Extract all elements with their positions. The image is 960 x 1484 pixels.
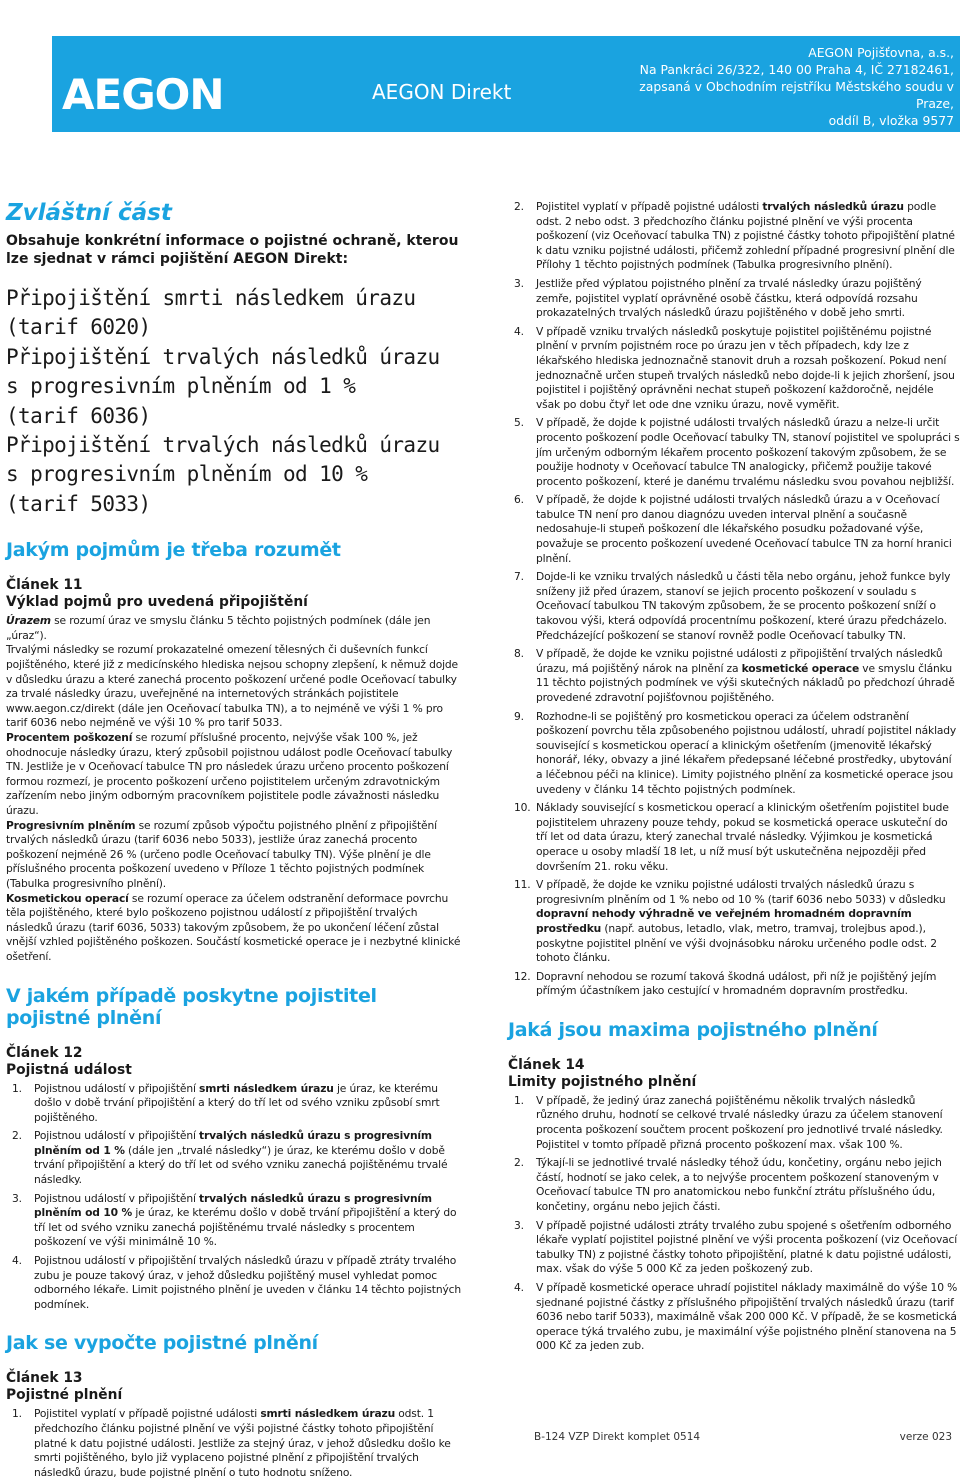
item-text (536, 1094, 960, 1152)
item-text-part: Pojistnou událostí v připojištění (34, 1081, 200, 1095)
article-number: Článek 14 (508, 1056, 585, 1073)
article-12-list (6, 1082, 462, 1313)
item-text (536, 416, 960, 489)
list-item (508, 325, 960, 413)
definition-trvale-nasledky: Trvalými následky se rozumí prokazatelné omezení tělesných či duševních funkcí pojištěného, které již z medicínského hlediska nejsou schopny zlepšení, k němuž dojde v důsledku úrazu a které zanechá procento poškození určené podle Oceňovací tabulky za trvalé následky úrazu, uveřejněné na internetových stránkách pojistitele www.aegon.cz/direkt (dále jen Oceňovací tabulka TN), a to nejméně ve výši 1 % pro tarif 6036 nebo nejméně ve výši 10 % pro tarif 5033. (6, 643, 458, 730)
item-text-part: Dopravní nehodou se rozumí taková škodná událost, při níž je pojištěný jejím přímým účastníkem jako cestující v hromadném dopravním prostředku. (536, 969, 937, 998)
list-item (6, 1082, 462, 1126)
item-text (536, 878, 960, 966)
definition-kosmeticka: Kosmetickou operací se rozumí operace za účelem odstranění deformace povrchu těla pojištěného, které bylo poškozeno pojistnou událostí z připojištění trvalých následků úrazu (tarif 6036, 5033) takovým způsobem, že po ukončení léčení zůstal vnější vzhled pojištěného poškozen. Součástí kosmetické operace je i nezbytné klinické ošetření. (6, 891, 461, 963)
item-text (34, 1254, 462, 1312)
company-info (614, 44, 954, 129)
article-13-list-continued (508, 200, 960, 999)
item-text-part: V případě, že dojde k pojistné události trvalých následků úrazu a v Oceňovací tabulce TN není pro danou diagnózu uveden interval plnění a současně nedosahuje-li stupeň poškození dle lékařského posudku požadované výše, považuje se procento poškození uvedené Oceňovací tabulce TN za horní hranici plnění. (536, 493, 952, 565)
item-text-bold: trvalých následků úrazu s progresivním plněním od 1 % (34, 1129, 432, 1157)
item-text-part: V případě, že dojde ke vzniku pojistné události z připojištění trvalých následků úrazu, má pojištěný nárok na plnění za (536, 647, 943, 675)
item-text (536, 801, 960, 874)
section-heading: Jaká jsou maxima pojistného plnění (508, 1018, 878, 1041)
product-name: AEGON Direkt (372, 80, 512, 104)
item-number: 6. (514, 493, 524, 507)
item-text-bold: smrti následkem úrazu (260, 1407, 396, 1421)
company-line: oddíl B, vložka 9577 (828, 113, 954, 128)
item-number: 10. (514, 801, 531, 815)
list-item (6, 1407, 462, 1480)
item-text-part: Týkají-li se jednotlivé trvalé následky téhož údu, končetiny, orgánu nebo jejich částí, hodnotí se jako celek, a to nejvýše procentem poškození stanoveným v Oceňovací tabulce TN pro anatomickou nebo funkční ztrátu příslušného údu, končetiny, orgánu nebo jejich části. (536, 1156, 942, 1214)
item-text-part: (např. autobus, letadlo, vlak, metro, tramvaj, trolejbus apod.), poskytne pojistitel plnění ve výši dvojnásobku nároku určeného podle odst. 2 tohoto článku. (536, 921, 937, 965)
list-item (6, 1254, 462, 1312)
article-13-list (6, 1407, 462, 1480)
item-text-part: V případě, že dojde ke vzniku pojistné události trvalých následků úrazu s progresivním plněním od 1 % nebo od 10 % (tarif 6036 nebo 5033) v důsledku (536, 878, 946, 906)
item-text-bold: smrti následkem úrazu (199, 1081, 334, 1095)
item-text (536, 1156, 960, 1214)
item-text (34, 1192, 462, 1250)
tarif-line: (tarif 5033) (6, 491, 151, 516)
item-text-part: (dále jen „trvalé následky“) je úraz, ke kterému došlo v době trvání připojištění a který do tří let od svého vzniku zanechá pojištěnému trvalé následky. (34, 1143, 448, 1187)
list-item (508, 1281, 960, 1354)
item-text (34, 1407, 462, 1480)
list-item (508, 647, 960, 705)
item-number: 3. (514, 1218, 524, 1232)
left-column (6, 200, 462, 1484)
company-line: Na Pankráci 26/322, 140 00 Praha 4, IČ 27182461, (639, 62, 954, 77)
item-text-part: je úraz, ke kterému došlo v době trvání připojištění a který do tří let od svého vzniku způsobí smrt pojištěného. (34, 1081, 440, 1124)
list-item (508, 416, 960, 489)
item-text (536, 277, 960, 321)
item-number: 1. (12, 1407, 22, 1421)
item-text-bold: kosmetické operace (741, 661, 860, 675)
item-text (536, 710, 960, 798)
list-item (508, 200, 960, 273)
item-text (536, 1281, 960, 1354)
item-text (536, 570, 960, 643)
item-number: 1. (514, 1093, 524, 1107)
article-title: Pojistná událost (6, 1061, 132, 1078)
item-number: 11. (514, 878, 531, 892)
item-number: 7. (514, 570, 524, 584)
item-number: 5. (514, 416, 524, 430)
item-text (34, 1129, 462, 1187)
item-number: 2. (514, 1156, 524, 1170)
item-text-part: Jestliže před výplatou pojistného plnění za trvalé následky úrazu pojištěný zemře, pojistitel vyplatí oprávněné osobě částku, která odpovídá rozsahu prokazatelných trvalých následků úrazu pojištěného v době jeho smrti. (536, 276, 922, 320)
section-heading: V jakém případě poskytne pojistitel pojistné plnění (6, 984, 377, 1029)
tarif-line: (tarif 6036) (6, 403, 151, 428)
definition-progresivni: Progresivním plněním se rozumí způsob výpočtu pojistného plnění z připojištění trvalých následků úrazu (tarif 6036 nebo 5033), jestliže úraz zanechá procento poškození nejméně 26 % (určeno podle Oceňovací tabulky TN). Výše plnění je dle příslušného procenta poškození uvedeno v Příloze 1 těchto pojistných podmínek (Tabulka progresivního plnění). (6, 818, 437, 890)
company-line: zapsaná v Obchodním rejstříku Městského soudu v Praze, (639, 79, 954, 111)
list-item (508, 570, 960, 643)
item-text-part: Pojistitel vyplatí v případě pojistné události (536, 200, 763, 213)
item-text-part: V případě, že dojde k pojistné události trvalých následků úrazu a nelze-li určit procento poškození podle Oceňovací tabulky TN, stanoví pojistitel ve spolupráci s jím určeným odborným lékařem procento poškození takovým způsobem, že se použije hodnoty v Oceňovací tabulce TN analogicky, přičemž použije takové procento poškození, které je danému trvalému následku svou povahou nejbližší. (536, 416, 960, 488)
aegon-logo: AEGON (62, 70, 224, 119)
item-number: 12. (514, 969, 531, 983)
article-number: Článek 11 (6, 577, 83, 594)
item-text-part: V případě vzniku trvalých následků poskytuje pojistitel pojištěnému pojistné plnění v prvním pojistném roce po úrazu jen v těch případech, kdy lze z lékařského hlediska jednoznačně stanovit druh a rozsah poškození. Pokud není jednoznačně určen stupeň trvalých následků nebo dojde-li k jejich zhoršení, jsou pojistitel i pojištěný oprávněni nechat stupeň poškození každoročně, nejdéle však po dobu čtyř let ode dne vzniku úrazu, nově vyměřit. (536, 324, 955, 411)
definition-uraz: Úrazem se rozumí úraz ve smyslu článku 5 těchto pojistných podmínek (dále jen „úraz“). (6, 614, 431, 642)
section-heading: Jak se vypočte pojistné plnění (6, 1332, 318, 1355)
tarif-line: Připojištění smrti následkem úrazu (6, 286, 416, 310)
item-text-bold: trvalých následků úrazu s progresivním plněním od 10 % (34, 1191, 432, 1220)
item-number: 4. (514, 324, 524, 338)
list-item (508, 970, 960, 999)
item-text-part: Rozhodne-li se pojištěný pro kosmetickou operaci za účelem odstranění poškození povrchu těla způsobeného pojistnou událostí, uhradí pojistitel náklady související s kosmetickou operací a klinickým ošetřením (jmenovitě lékařský honorář, léky, obvazy a jiné lékařem předepsané léčebné prostředky, ubytování a léčebnou péči na klinice). Limity pojistného plnění za kosmetické operace jsou uvedeny v článku 14 těchto pojistných podmínek. (536, 709, 957, 796)
tarif-line: s progresivním plněním od 1 % (6, 374, 356, 399)
item-text (536, 647, 960, 705)
item-text-part: V případě pojistné události ztráty trvalého zubu spojené s ošetřením odborného lékaře vyplatí pojistitel pojistné plnění ve výši procenta poškození (viz Oceňovací tabulky TN) z pojistné částky tohoto připojištění, platné k datu pojistné události, max. však do výše 5 000 Kč za jeden poškozený zub. (536, 1218, 958, 1276)
list-item (508, 710, 960, 798)
article-14-list (508, 1094, 960, 1354)
item-text-part: Náklady související s kosmetickou operací a klinickým ošetřením pojistitel bude pojistitelem uhrazeny pouze tehdy, pokud se kosmetická operace uskuteční do tří let od data úrazu, který zanechal trvalé následky. Výjimkou je kosmetická operace u osoby mladší 18 let, u níž musí být uskutečněna nejpozději před dovršením 21. roku věku. (536, 801, 949, 873)
item-text-part: Pojistitel vyplatí v případě pojistné události (34, 1407, 261, 1421)
item-text-part: V případě, že jediný úraz zanechá pojištěnému několik trvalých následků různého druhu, hodnotí se celkové trvalé následky úrazu za účelem stanovení procenta poškození součtem procent poškození pro jednotlivé trvalé následky. Pojistitel v tomto případě přizná procento poškození max. však 100 %. (536, 1093, 943, 1151)
item-text (536, 1219, 960, 1277)
intro-text: Obsahuje konkrétní informace o pojistné ochraně, kterou lze sjednat v rámci pojištění AEGON Direkt: (6, 233, 459, 267)
section-heading: Jakým pojmům je třeba rozumět (6, 539, 341, 562)
article-title: Pojistné plnění (6, 1387, 123, 1404)
item-text-part: V případě kosmetické operace uhradí pojistitel náklady maximálně do výše 10 % sjednané pojistné částky z příslušného připojištění trvalých následků úrazu (tarif 6036 nebo tarif 5033), maximálně však 200 000 Kč. V případě, že se kosmetická operace týká trvalého zubu, je maximální výše pojistného plnění stanovena na 5 000 Kč za jeden zub. (536, 1281, 958, 1353)
list-item (508, 493, 960, 566)
right-column (508, 200, 960, 1358)
page-title: Zvláštní část (6, 200, 172, 226)
item-number: 1. (12, 1081, 22, 1095)
list-item (508, 801, 960, 874)
item-number: 9. (514, 709, 524, 723)
tarif-line: Připojištění trvalých následků úrazu (6, 344, 440, 369)
tarif-line: s progresivním plněním od 10 % (6, 462, 368, 487)
item-text-part: Dojde-li ke vzniku trvalých následků u části těla nebo orgánu, jehož funkce byly sníženy již před úrazem, stanoví se jejich procento poškození v souladu s Oceňovací tabulkou TN takovým způsobem, že se procento poškození sníží o takovou výši, která odpovídá procentnímu poškození, které úrazu předcházelo. Předcházející poškození se stanoví rovněž podle Oceňovací tabulky TN. (536, 570, 951, 642)
list-item (508, 1094, 960, 1152)
item-text-part: Pojistnou událostí v připojištění trvalých následků úrazu v případě ztráty trvalého zubu je pouze takový úraz, v jehož důsledku pojištěný musel vyhledat pomoc odborného lékaře. Limit pojistného plnění je uveden v článku 14 těchto pojistných podmínek. (34, 1254, 461, 1311)
item-number: 4. (12, 1254, 22, 1268)
item-text-part: je úraz, ke kterému došlo v době trvání připojištění a který do tří let od svého vzniku zanechá pojištěnému trvalé následky s procentem poškození ve výši minimálně 10 %. (34, 1206, 457, 1249)
company-line: AEGON Pojišťovna, a.s., (808, 45, 954, 60)
tarif-line: Připojištění trvalých následků úrazu (6, 433, 440, 458)
item-text (536, 493, 960, 566)
item-text (536, 970, 960, 999)
item-text (536, 200, 960, 273)
item-number: 3. (514, 276, 524, 290)
item-text-part: ve smyslu článku 11 těchto pojistných podmínek ve výši skutečných nákladů po předchozí úhradě provedené zdravotní pojišťovnou pojištěného. (536, 661, 955, 704)
item-text-bold: trvalých následků úrazu (762, 200, 904, 213)
footer-version: verze 023 (899, 1431, 952, 1443)
item-number: 4. (514, 1281, 524, 1294)
item-number: 8. (514, 647, 524, 661)
article-title: Výklad pojmů pro uvedená připojištění (6, 594, 308, 611)
item-number: 2. (514, 200, 524, 213)
item-text-bold: dopravní nehody výhradně ve veřejném hromadném dopravním prostředku (536, 907, 912, 935)
item-text (536, 325, 960, 413)
item-number: 3. (12, 1191, 22, 1205)
list-item (508, 878, 960, 966)
list-item (6, 1192, 462, 1250)
list-item (508, 1219, 960, 1277)
article-number: Článek 12 (6, 1044, 83, 1061)
article-title: Limity pojistného plnění (508, 1073, 697, 1090)
item-text-part: Pojistnou událostí v připojištění (34, 1191, 200, 1205)
tarif-list (6, 284, 462, 519)
footer-code: B-124 VZP Direkt komplet 0514 (534, 1431, 701, 1443)
document-header (0, 0, 960, 160)
item-text-part: podle odst. 2 nebo odst. 3 předchozího článku pojistné plnění ve výši procenta poškození (viz Oceňovací tabulka TN) z pojistné částky tohoto připojištění platné k datu vzniku pojistné události, přičemž zohlední případné progresivní plnění dle Přílohy 1 těchto pojistných podmínek (Tabulka progresivního plnění). (536, 200, 955, 272)
article-number: Článek 13 (6, 1370, 83, 1387)
tarif-line: (tarif 6020) (6, 315, 151, 340)
list-item (508, 277, 960, 321)
definition-procento: Procentem poškození se rozumí příslušné procento, nejvýše však 100 %, jež ohodnocuje následky úrazu, který způsobil pojistnou událost podle Oceňovací tabulky TN. Jestliže je v Oceňovací tabulce TN pro následek úrazu určeno procento poškození formou rozmezí, je procento poškození určeno pojistitelem určeným zdravotnickým zařízením nebo jiným odborným pracovníkem pojistitele podle závažnosti následku úrazu. (6, 731, 453, 817)
item-text (34, 1082, 462, 1126)
list-item (6, 1129, 462, 1187)
item-number: 2. (12, 1129, 22, 1143)
list-item (508, 1156, 960, 1214)
item-text-part: odst. 1 předchozího článku pojistné plnění ve výši pojistné částky tohoto připojištění platné k datu pojistné události. Jestliže za stejný úraz, v jehož důsledku došlo ke smrti pojištěného, bylo již vyplaceno pojistné plnění z připojištění trvalých následků úrazu, bude pojistné plnění o tuto hodnotu sníženo. (34, 1407, 451, 1479)
item-text-part: Pojistnou událostí v připojištění (34, 1129, 200, 1143)
